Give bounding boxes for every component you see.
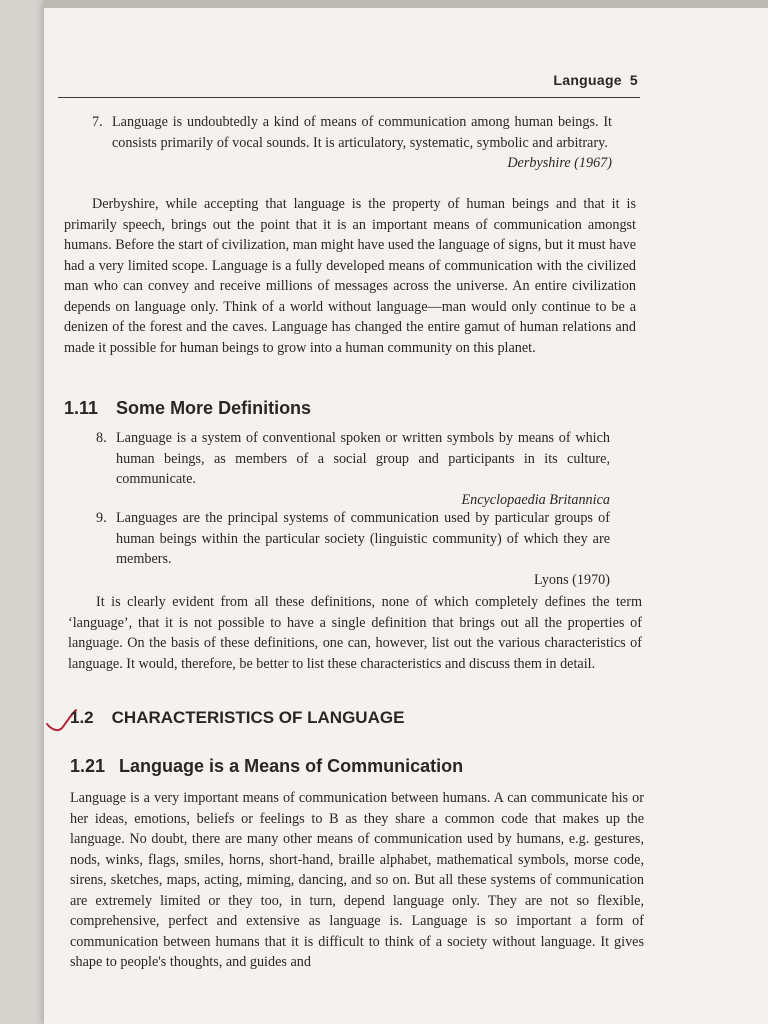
item-text: Languages are the principal systems of communication used by particular groups of human beings within the particular society (linguistic community) of which they are members.: [116, 510, 610, 567]
section-heading-1-11: [64, 398, 311, 419]
item-source: Encyclopaedia Britannica: [461, 491, 610, 508]
section-title: Language is a Means of Communication: [119, 756, 464, 776]
definition-item-8: [96, 428, 610, 510]
section-heading-1-21: [70, 756, 463, 777]
paragraph-means-of-communication: Language is a very important means of communication between humans. A can communicate his or her ideas, emotions, beliefs or feelings to B as they share a common code that makes up the language. No doubt, there are many other means of communication used by humans, e.g. gestures, nods, winks, flags, smiles, horns, short-hand, braille alphabet, mathematical symbols, morse code, sirens, sketches, maps, acting, miming, dancing, and so on. But all these systems of communication are extremely limited or they too, in turn, depend language only. They are not so flexible, comprehensive, perfect and extensive as language is. Language is so important a form of communication between humans that it is difficult to think of a society without language. It gives shape to people's thoughts, and guides and: [70, 790, 644, 970]
item-source: Lyons (1970): [533, 571, 610, 588]
item-number: 8.: [96, 430, 107, 446]
paragraph-evident: It is clearly evident from all these definitions, none of which completely defines the term ‘language’, that it is not possible to have a single definition that brings out all the properties of language. On the basis of these definitions, one can, however, list out the various characteristics of language. It would, therefore, be better to list these characteristics and discuss them in detail.: [68, 594, 642, 672]
section-number: 1.11: [64, 398, 99, 418]
section-number: 1.21: [70, 756, 106, 776]
header-rule: [58, 97, 640, 98]
item-number: 7.: [92, 114, 103, 130]
section-title: CHARACTERISTICS OF LANGUAGE: [111, 708, 405, 727]
item-number: 9.: [96, 510, 107, 526]
definition-item-7: [92, 112, 612, 174]
page-number: 5: [629, 72, 638, 88]
section-number: 1.2: [70, 708, 94, 727]
item-source: Derbyshire (1967): [507, 155, 612, 171]
paragraph-derbyshire: Derbyshire, while accepting that language is the property of human beings and that it is primarily speech, brings out the point that it is an important means of communication amongst humans. Before the start of civilization, man might have used the language of signs, but it must have had a very limited scope. Language is a fully developed means of communication with the civilized man who can convey and receive millions of messages across the universe. An entire civilization depends on language only. Think of a world without language—man would only continue to be a denizen of the forest and the caves. Language has changed the entire gamut of human relations and made it possible for human beings to grow into a human community on this planet.: [64, 196, 636, 356]
page-top-edge: [44, 0, 768, 8]
header-title: Language: [553, 72, 622, 88]
running-header: [553, 72, 638, 88]
book-page: [44, 0, 768, 1024]
section-title: Some More Definitions: [116, 398, 312, 418]
item-text: Language is a system of conventional spoken or written symbols by means of which human beings, as members of a social group and participants in its culture, communicate.: [116, 430, 610, 487]
section-heading-1-2: [70, 708, 404, 728]
definition-item-9: [96, 508, 610, 590]
item-text: Language is undoubtedly a kind of means of communication among human beings. It consists primarily of vocal sounds. It is articulatory, systematic, symbolic and arbitrary.: [112, 114, 612, 151]
